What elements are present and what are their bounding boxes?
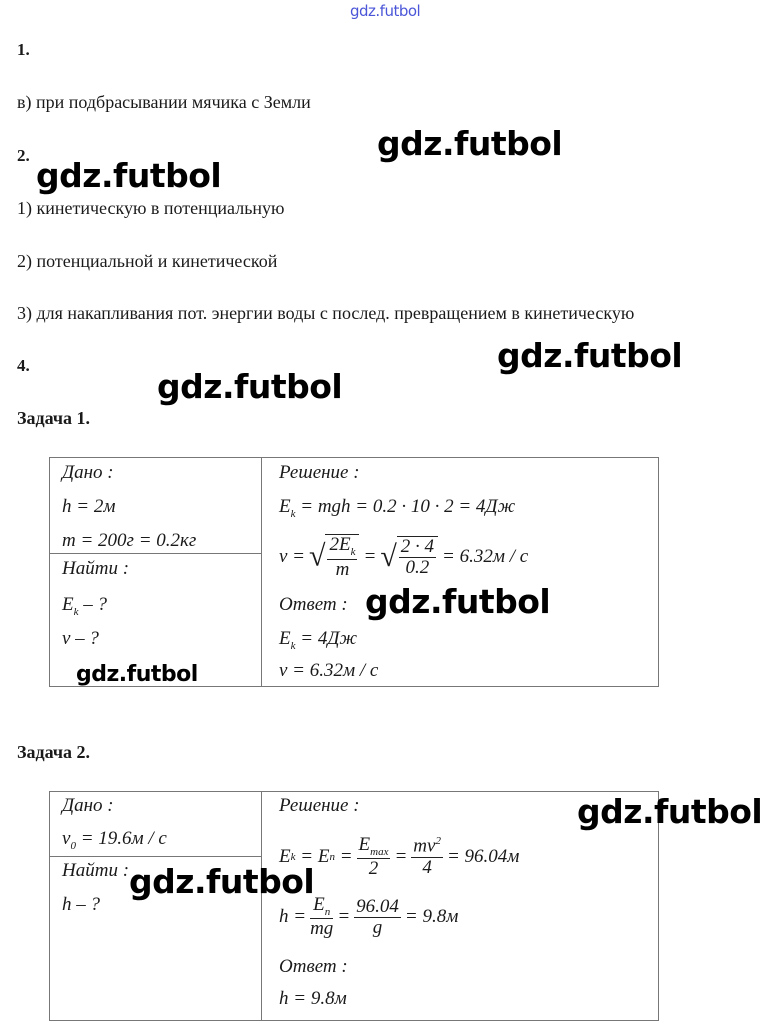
task-1-answer-energy: $E_k = 4Дж$ xyxy=(279,628,358,652)
watermark: gdz.futbol xyxy=(76,662,198,687)
task-2-equation-2: h = $\frac{E_п}{mg}$ = $\frac{96.04}{g}$ = 9.8м xyxy=(279,893,459,940)
task-2-table xyxy=(49,791,659,1021)
task-2-given-velocity: $v_0 = 19.6м / с$ xyxy=(62,828,167,852)
task-2-find-height: h – ? xyxy=(62,894,100,915)
watermark: gdz.futbol xyxy=(577,792,763,831)
task-1-find-velocity: v – ? xyxy=(62,628,99,649)
question-2-line-2: 2) потенциальной и кинетической xyxy=(17,251,278,271)
task-2-solution-label: Решение : xyxy=(279,795,360,816)
question-2-line-3: 3) для накапливания пот. энергии воды с послед. превращением в кинетическую xyxy=(17,303,635,323)
question-1-answer: в) при подбрасывании мячика с Земли xyxy=(17,92,311,112)
task-2-answer-label: Ответ : xyxy=(279,956,348,977)
task-1-row-divider xyxy=(50,553,261,554)
question-1-number: 1. xyxy=(17,40,30,59)
task-1-equation-2: v = √ $\frac{2E_k}{m}$ = √ $\frac{2 \cdot 4}{0.2}$ = 6.32м / с xyxy=(279,534,529,580)
task-1-given-label: Дано : xyxy=(62,462,114,483)
task-2-find-label: Найти : xyxy=(62,860,130,881)
question-2-line-1: 1) кинетическую в потенциальную xyxy=(17,198,285,218)
task-2-given-label: Дано : xyxy=(62,795,114,816)
watermark: gdz.futbol xyxy=(129,862,315,901)
question-4-number: 4. xyxy=(17,356,30,375)
task-2-row-divider xyxy=(50,856,261,857)
task-1-given-h: h = 2м xyxy=(62,496,116,517)
task-1-answer-velocity: v = 6.32м / с xyxy=(279,660,379,681)
task-1-table xyxy=(49,457,659,687)
task-2-answer-height: h = 9.8м xyxy=(279,988,347,1009)
watermark: gdz.futbol xyxy=(36,156,222,195)
task-2-equation-1: E k = E п = $\frac{E_{max}}{2}$ = $\frac{mv^2}{4}$ = 96.04м xyxy=(279,833,520,880)
task-1-answer-label: Ответ : xyxy=(279,594,348,615)
watermark-top[interactable]: gdz.futbol xyxy=(350,2,421,20)
task-1-solution-label: Решение : xyxy=(279,462,360,483)
task-2-column-divider xyxy=(261,792,262,1020)
task-1-column-divider xyxy=(261,458,262,686)
question-2-number: 2. xyxy=(17,146,30,165)
task-1-find-energy: $E_k$ – ? xyxy=(62,594,107,618)
task-1-equation-1: $E_k$ = mgh = 0.2 · 10 · 2 = 4Дж xyxy=(279,496,516,520)
watermark: gdz.futbol xyxy=(365,582,551,621)
watermark: gdz.futbol xyxy=(157,367,343,406)
task-1-title: Задача 1. xyxy=(17,408,91,428)
task-1-given-m: m = 200г = 0.2кг xyxy=(62,530,197,551)
watermark: gdz.futbol xyxy=(497,336,683,375)
task-2-title: Задача 2. xyxy=(17,742,91,762)
watermark: gdz.futbol xyxy=(377,124,563,163)
task-1-find-label: Найти : xyxy=(62,558,130,579)
